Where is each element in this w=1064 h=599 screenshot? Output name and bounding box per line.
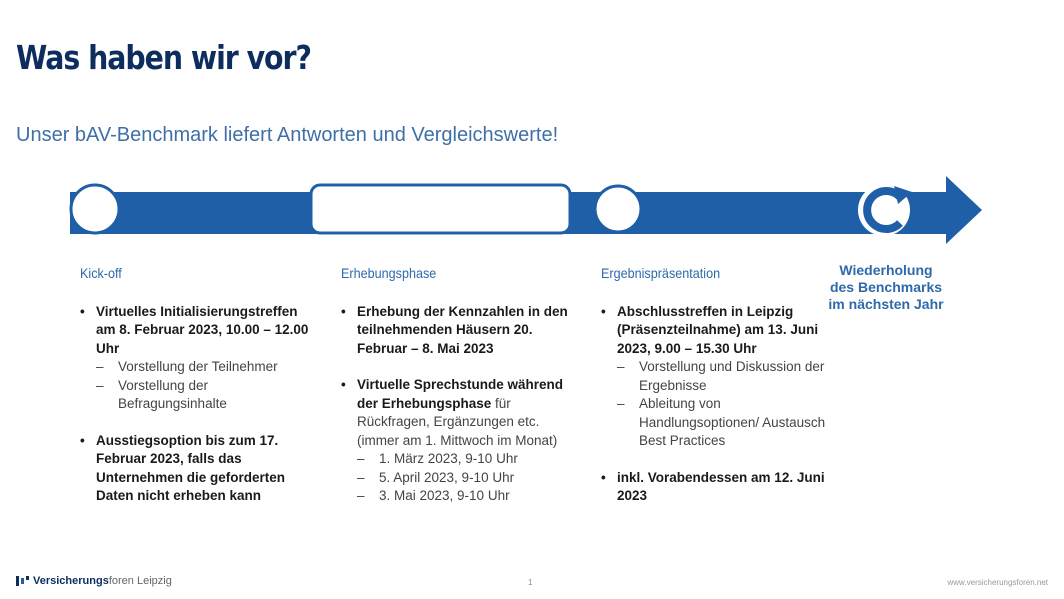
timeline-arrow xyxy=(0,0,1064,260)
footer-url: www.versicherungsforen.net xyxy=(947,578,1048,587)
ergebnis-milestone xyxy=(595,186,641,232)
bullet-item: • Ausstiegsoption bis zum 17. Februar 2023, falls das Unternehmen die geforderten Daten nicht erheben kann xyxy=(80,432,312,506)
logo-icon xyxy=(16,576,30,586)
sub-item: – 1. März 2023, 9-10 Uhr xyxy=(341,450,573,469)
sub-item: – Ableitung von Handlungsoptionen/ Austausch Best Practices xyxy=(601,395,833,451)
page-subtitle: Unser bAV-Benchmark liefert Antworten und Vergleichswerte! xyxy=(16,124,559,146)
bullet-item: • inkl. Vorabendessen am 12. Juni 2023 xyxy=(601,469,833,506)
page-number: 1 xyxy=(528,578,533,587)
footer-logo xyxy=(16,575,172,587)
kickoff-milestone xyxy=(71,185,119,233)
logo-brand-rest: foren Leipzig xyxy=(108,575,172,587)
column-ergebnis xyxy=(601,264,833,506)
bullet-item: • Erhebung der Kennzahlen in den teilnehmenden Häusern 20. Februar – 8. Mai 2023 xyxy=(341,303,573,359)
sub-item: – 3. Mai 2023, 9-10 Uhr xyxy=(341,487,573,506)
timeline-arrowhead xyxy=(946,176,982,244)
logo-brand: Versicherungs xyxy=(33,575,109,587)
sub-item: – Vorstellung der Befragungsinhalte xyxy=(80,377,312,414)
repeat-label: Wiederholung des Benchmarks im nächsten Jahr xyxy=(828,262,944,312)
phase-title: Kick-off xyxy=(80,265,122,281)
column-kickoff xyxy=(80,264,312,506)
phase-title: Ergebnispräsentation xyxy=(601,265,721,281)
bullet-item: • Virtuelles Initialisierungstreffen am 8. Februar 2023, 10.00 – 12.00 Uhr xyxy=(80,303,312,359)
sub-item: – Vorstellung der Teilnehmer xyxy=(80,358,312,377)
page-title: Was haben wir vor? xyxy=(16,38,311,77)
bullet-item: • Virtuelle Sprechstunde während der Erhebungsphase für Rückfragen, Ergänzungen etc. (immer am 1. Mittwoch im Monat) xyxy=(341,376,573,450)
sub-item: – 5. April 2023, 9-10 Uhr xyxy=(341,469,573,488)
phase-title: Erhebungsphase xyxy=(341,265,437,281)
bullet-item: • Abschlusstreffen in Leipzig (Präsenzteilnahme) am 13. Juni 2023, 9.00 – 15.30 Uhr xyxy=(601,303,833,359)
sub-item: – Vorstellung und Diskussion der Ergebnisse xyxy=(601,358,833,395)
erhebung-milestone xyxy=(311,185,570,233)
column-erhebung xyxy=(341,264,573,506)
